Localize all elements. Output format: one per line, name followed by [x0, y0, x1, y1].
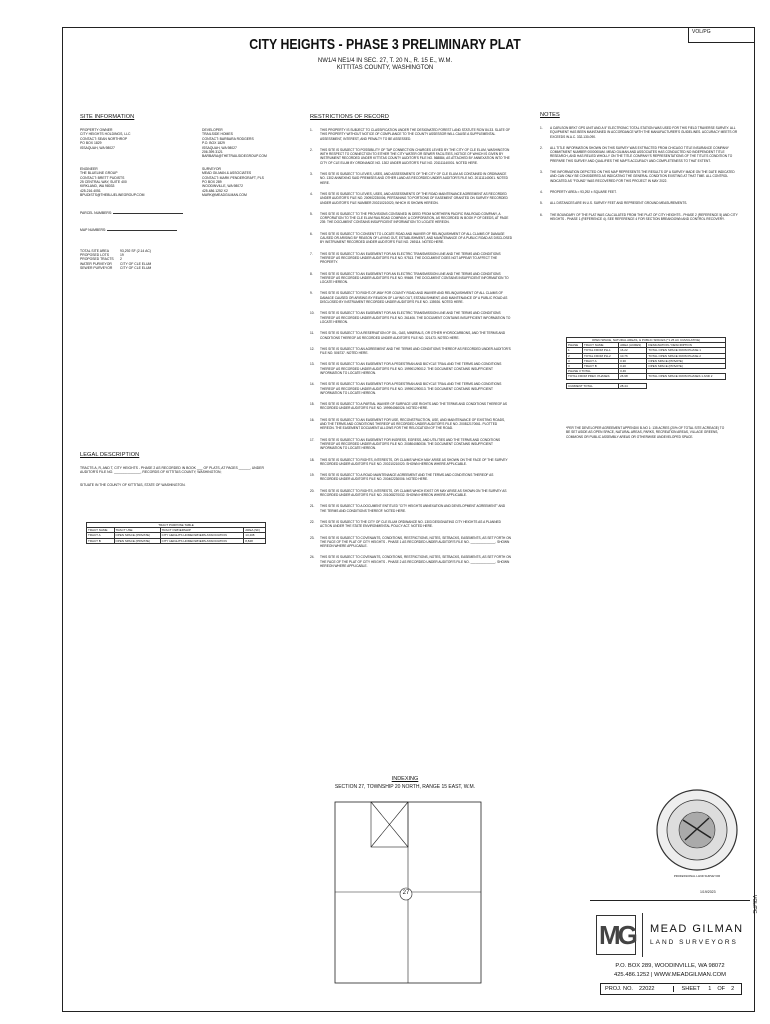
restriction-item: 1. THIS PROPERTY IS SUBJECT TO CLASSIFICATION UNDER THE DESIGNATED FOREST LAND STATUTE RCW 84.33. SLATE OF THIS PROPERTY WITHOUT NOTICE OF COMPLIANCE TO THE COUNTY ASSESSOR WILL CAUSE A SUPPLEMENTAL ASSESSMENT, INTEREST, AND PENALTY TO BE ASSESSED.: [310, 128, 511, 141]
table-cell: TOTAL OPEN SPACE FROM PHASE 2: [647, 353, 726, 358]
table-cell: PHASE 3 TOTAL: [567, 369, 619, 374]
proj-label: PROJ. NO.: [605, 986, 633, 992]
restriction-item: 15. THIS SITE IS SUBJECT TO A PARTIAL WAIVER OF SURFACE USE RIGHTS AND THE TERMS AND CONDITIONS THEREOF AS RECORDED UNDER AUDITOR'S FILE NO. 199904060026. NOTED HERE.: [310, 402, 508, 411]
restrictions-heading: RESTRICTIONS OF RECORD: [310, 114, 389, 120]
engineer-line: KIRKLAND, WA 98033: [80, 184, 115, 189]
note-item: 5. ALL DISTANCES ARE IN U.S. SURVEY FEET AND REPRESENT GROUND MEASUREMENTS.: [540, 201, 688, 206]
table-cell: TRACT B: [583, 364, 619, 369]
seal-date: 1/19/2023: [700, 890, 716, 894]
side-volpg-label: VOL/PG: [751, 895, 757, 914]
table-header: DESIGNATION / DESCRIPTION: [647, 343, 726, 348]
indexing-text: SECTION 27, TOWNSHIP 20 NORTH, RANGE 15 EAST, W.M.: [334, 784, 476, 790]
restriction-item: 22. THIS SITE IS SUBJECT TO THE CITY OF CLE ELUM ORDINANCE NO. 1303 DESIGNATING CITY HEIGHTS AS A PLANNED ACTION UNDER THE STATE ENVIRONMENTAL POLICY ACT. NOTED HERE.: [310, 519, 501, 529]
restriction-item: 11. THIS SITE IS SUBJECT TO A RESERVATION OF OIL, GAS, MINERALS, OR OTHER HYDROCARBONS, AND THE TERMS AND CONDITIONS THEREOF AS RECORDED UNDER AUDITOR'S FILE NO. 321473. NOTED HERE.: [310, 331, 506, 340]
table-header: AREA (ACRES): [619, 343, 647, 348]
engineer-line: THE BLUELINE GROUP: [80, 171, 118, 176]
restriction-item: 4. THIS SITE IS SUBJECT TO LEVIES, USES, AND ASSESSMENTS OF THE ROAD MAINTENANCE AGREEMENT AS RECORDED UNDER AUDITOR'S FILE NO. 200902230006, PERTAINING TO PORTIONS OF EASEMENT GRANTED ON SURVEY RECORDED UNDER AUDITOR'S FILE NUMBER 200210210020, WHICH IS SHOWN HEREON.: [310, 191, 508, 205]
indexing: [330, 776, 480, 790]
restriction-item: 10. THIS SITE IS SUBJECT TO AN EASEMENT FOR AN ELECTRIC TRANSMISSION LINE AND THE TERMS AND CONDITIONS THEREOF AS RECORDED UNDER AUDITOR'S FILE NO. 261406. THE DOCUMENT CONTAINS INSUFFICIENT INFORMATION TO LOCATE HEREON.: [310, 311, 511, 324]
stat-value: CITY OF CLE ELUM: [120, 261, 152, 266]
restriction-item: 19. THIS SITE IS SUBJECT TO A ROAD MAINTENANCE AGREEMENT AND THE TERMS AND CONDITIONS THEREOF AS RECORDED UNDER AUDITOR'S FILE NO. 200402230006. NOTED HERE.: [310, 473, 494, 482]
page-title: CITY HEIGHTS - PHASE 3 PRELIMINARY PLAT: [249, 36, 521, 53]
restriction-item: 9. THIS SITE IS SUBJECT TO RIGHT-OF-WAY FOR COUNTY ROAD AND WAIVER AND RELINQUISHMENT OF ALL CLAIMS OF DAMAGE CAUSED OR ARISING BY REASON OF LAYING OUT, ESTABLISHMENT, AND MAINTENANCE OF A PUBLIC ROAD AS DISCLOSED BY INSTRUMENT RECORDED UNDER AUDITOR'S FILE NO. 135926. NOTED HERE.: [310, 291, 508, 305]
project-box: [600, 983, 742, 995]
table-cell: OPEN SPACE (PRIVATE): [647, 364, 726, 369]
restriction-item: 14. THIS SITE IS SUBJECT TO AN EASEMENT FOR A PEDESTRIAN AND BICYCLE TRAIL AND THE TERMS AND CONDITIONS THEREOF AS RECORDED UNDER AUDITOR'S FILE NO. 199901290013. THE DOCUMENT CONTAINS INSUFFICIENT INFORMATION TO LOCATE HEREON.: [310, 382, 502, 395]
stat-label: PROPOSED LOTS: [80, 252, 110, 257]
table-cell: CITY HEIGHTS HOMEOWNERS ASSOCIATION: [160, 538, 244, 543]
table-cell: CURRENT TOTAL: [567, 383, 619, 388]
surveyor-line: 425.486.1252 X2: [202, 188, 228, 193]
tract-purpose-table: [86, 522, 266, 544]
restriction-item: 2. THIS SITE IS SUBJECT TO POSSIBILITY OF TAP CONNECTION CHARGES LEVIED BY THE CITY OF CLE ELUM, WASHINGTON WITH RESPECT TO CONNECTION TO EITHER THE CITY WATER OR SEWER FACILITIES, NOTICE OF WHICH IS GIVEN BY INSTRUMENT RECORDED UNDER KITTITAS COUNTY AUDITOR'S FILE NO. 568884, AS ATTACHED BY ANNEXATION INTO THE CITY OF CLE ELUM BY ORDINANCE NO. 1302 UNDER AUDITOR'S FILE NO. 201111140001. NOTED HERE.: [310, 147, 510, 165]
engineer-line: BPUDISTS@THEBLUELINEGROUP.COM: [80, 193, 145, 198]
table-cell: TRACT B: [87, 538, 115, 543]
table-cell: OPEN SPACE (PRIVATE): [114, 533, 160, 538]
stat-label: TOTAL SITE AREA: [80, 248, 109, 253]
restriction-item: 21. THIS SITE IS SUBJECT TO A DOCUMENT ENTITLED "CITY HEIGHTS ANNEXATION AND DEVELOPMENT AGREEMENT" AND THE TERMS AND CONDITIONS THEREOF. NOTED HERE.: [310, 504, 506, 513]
table-header: TRACT USE: [114, 528, 160, 533]
site-info: [80, 114, 295, 271]
stat-label: SEWER PURVEYOR: [80, 266, 113, 271]
restriction-item: 24. THIS SITE IS SUBJECT TO COVENANTS, CONDITIONS, RESTRICTIONS, NOTES, SETBACKS, EASEMENTS, AS SET FORTH ON THE FACE OF THE PLAT OF CITY HEIGHTS - PHASE 2 AS RECORDED UNDER AUDITOR'S FILE NO. ______________. SHOWN HEREON WHERE APPLICABLE.: [310, 555, 511, 568]
table-cell: 28.44: [619, 383, 647, 388]
firm-contact: 425.486.1252 | WWW.MEADGILMAN.COM: [613, 972, 726, 978]
notes-heading: NOTES: [540, 112, 560, 118]
restriction-item: 18. THIS SITE IS SUBJECT TO RIGHTS, INTERESTS, OR CLAIMS WHICH MAY ARISE AS SHOWN ON THE FACE OF THE SURVEY RECORDED UNDER AUDITOR'S FILE NO. 200210210020. SHOWN HEREON WHERE APPLICABLE.: [310, 457, 508, 466]
map-blank: [107, 227, 177, 231]
table-cell: OPEN SPACE (PRIVATE): [114, 538, 160, 543]
table-cell: TRACT A: [583, 358, 619, 363]
surveyor-line: PO BOX 289: [202, 180, 222, 185]
proj-number: 22022: [638, 986, 655, 992]
legal-description: [80, 452, 280, 487]
engineer-line: 25 CENTRAL WAY, SUITE 400: [80, 180, 127, 185]
owner-line: CONTACT: SEAN NORTHROP: [80, 136, 128, 141]
legal-text-1: TRACTS A, R, AND T, CITY HEIGHTS - PHASE 2 AS RECORDED IN BOOK ___ OF PLATS, AT PAGES ______, UNDER AUDITOR'S FILE NO. ______________, RECORDS OF KITTITAS COUNTY, WASHINGTON;: [80, 466, 264, 475]
map-label: MAP NUMBERS:: [80, 228, 107, 233]
stat-value: 2: [120, 257, 122, 262]
restriction-item: 6. THIS SITE IS SUBJECT TO CONSENT TO LOCATE ROAD AND WAIVER OF RELINQUISHMENT OF ALL CLAIMS OF DAMAGE CAUSED OR ARISING BY REASON OF LAYING OUT, ESTABLISHMENT, AND MAINTENANCE OF A PUBLIC ROAD AS DISCLOSED BY INSTRUMENT RECORDED UNDER AUDITOR'S FILE NO. 269114. NOTED HERE.: [310, 231, 512, 245]
restriction-item: 17. THIS SITE IS SUBJECT TO AN EASEMENT FOR INGRESS, EGRESS, AND UTILITIES AND THE TERMS AND CONDITIONS THEREOF AS RECORDED UNDER AUDITOR'S FILE NO. 200804080036. THE DOCUMENT CONTAINS INSUFFICIENT INFORMATION TO LOCATE HEREON.: [310, 437, 501, 451]
surveyor-line: CONTACT: MARK PENDERGRAFT, PLS: [202, 175, 264, 180]
table-header: AREA (SF): [244, 528, 266, 533]
owner-line: CITY HEIGHTS HOLDINGS, LLC: [80, 132, 131, 137]
table-header: TRACT NAME: [583, 343, 619, 348]
surveyor-line: MARK@MEADGILMAN.COM: [202, 193, 247, 198]
firm-name: MEAD GILMAN: [650, 923, 744, 935]
owner-label: PROPERTY OWNER: [80, 128, 113, 132]
developer-line: ISSAQUAH, WA 98027: [202, 145, 237, 150]
subtitle-section: NW1/4 NE1/4 IN SEC. 27, T. 20 N., R. 15 E., W.M.: [317, 58, 453, 64]
note-item: 2. ALL TITLE INFORMATION SHOWN ON THIS SURVEY WAS EXTRACTED FROM CHICAGO TITLE INSURANCE COMPANY COMMITMENT NUMBER 0000000AM. MEAD GILMAN AND ASSOCIATES HAS CONDUCTED NO INDEPENDENT TITLE RESEARCH, AND HAS RELIED WHOLLY ON THE TITLE COMPANY'S REPRESENTATIONS OF THE TITLE'S CONDITION TO PREPARE THIS SURVEY AND QUALIFIES THE MAP'S ACCURACY AND COMPLETENESS TO THAT EXTENT.: [540, 145, 733, 163]
table-row: [567, 383, 726, 388]
engineer-line: 425.216.4051: [80, 188, 101, 193]
table-cell: TOTAL FROM PREV. PHASES: [567, 374, 619, 379]
stat-label: WATER PURVEYOR: [80, 261, 112, 266]
surveyor-label: SURVEYOR: [202, 166, 221, 171]
table-cell: TOTAL OPEN SPACE FROM PHASE 1: [647, 348, 726, 353]
indexing-heading: INDEXING: [391, 776, 419, 782]
seal-text: PROFESSIONAL LAND SURVEYOR: [673, 874, 721, 878]
notes: [540, 112, 740, 228]
sheet-number: 1: [708, 986, 712, 992]
restriction-item: 5. THIS SITE IS SUBJECT TO THE PROVISIONS CONTAINED IN DEED FROM NORTHERN PACIFIC RAILROAD COMPANY, A CORPORATION TO THE CLE ELUM RAILROAD COMPANY, A CORPORATION, AS RECORDED IN BOOK P OF DEEDS, AT PAGE 239. THE DOCUMENT CONTAINS INSUFFICIENT INFORMATION TO LOCATE HEREON.: [310, 211, 509, 225]
note-item: 1. A CARLSON BRX7 GPS UNIT AND A 5" ELECTRONIC TOTAL STATION WAS USED FOR THIS FIELD TRAVERSE SURVEY. ALL EQUIPMENT HAS BEEN MAINTAINED IN ACCORDANCE WITH THE MANUFACTURER'S GUIDELINES. ACCURACY MEETS OR EXCEEDS W.A.C. 332-130-090.: [540, 126, 738, 139]
table-cell: 16.22: [619, 348, 647, 353]
parcel-blank: [113, 210, 183, 214]
table-cell: 8,848: [244, 538, 266, 543]
table-cell: 3: [567, 358, 583, 363]
subtitle-county: KITTITAS COUNTY, WASHINGTON: [336, 65, 434, 71]
firm-block: [590, 900, 750, 1013]
logo-text: MG: [599, 920, 635, 950]
table-cell: 13,408: [244, 533, 266, 538]
developer-label: DEVELOPER: [202, 128, 223, 132]
company-logo: [596, 915, 636, 955]
section-number: 27: [402, 890, 410, 896]
table-cell: 1: [567, 348, 583, 353]
restriction-item: 12. THIS SITE IS SUBJECT TO AN AGREEMENT AND THE TERMS AND CONDITIONS THEREOF AS RECORDED UNDER AUDITOR'S FILE NO. 506737. NOTED HERE.: [310, 346, 511, 356]
table-header: TRACT OWNERSHIP: [160, 528, 244, 533]
table-cell: TOTAL FROM PH-2: [583, 353, 619, 358]
firm-divider: [642, 913, 643, 957]
restriction-item: 3. THIS SITE IS SUBJECT TO LEVIES, USES, AND ASSESSMENTS OF THE CITY OF CLE ELUM AS CONTAINED IN ORDINANCE NO. 1302 ANNEXING SAID PREMISES AND OTHER LAND AS RECORDED UNDER AUDITOR'S FILE NO. 201111140001. NOTED HERE.: [310, 172, 508, 185]
open-space-caption: OPEN SPACE, NATURAL AREAS, & PUBLIC SPACES (*1.25 AC CUMULATIVE): [567, 338, 726, 343]
table-cell: OPEN SPACE (PRIVATE): [647, 358, 726, 363]
table-cell: CITY HEIGHTS HOMEOWNERS ASSOCIATION: [160, 533, 244, 538]
volpg-label: VOL/PG: [692, 29, 711, 35]
surveyor-line: MEAD GILMAN & ASSOCIATES: [202, 171, 252, 176]
open-space-footnote: *PER THE DEVELOPER AGREEMENT APPENDIX B-NO 1: 135 ACRES (20% OF TOTAL SITE ACREAGE) TO BE SET ASIDE AS OPEN SPACE, NATURAL AREAS, PARKS, RECREATION AREAS, VILLAGE GREENS, COMMONS OR PUBLIC ASSEMBLY AREAS OR OTHERWISE UNDEVELOPED SPACE.: [566, 426, 725, 439]
table-header: PHASE: [567, 343, 583, 348]
restrictions: [310, 114, 512, 575]
table-cell: 0.46: [619, 369, 647, 374]
firm-address: P.O. BOX 289, WOODINVILLE, WA 98072: [615, 963, 725, 969]
restriction-item: 23. THIS SITE IS SUBJECT TO COVENANTS, CONDITIONS, RESTRICTIONS, NOTES, SETBACKS, EASEMENTS, AS SET FORTH ON THE FACE OF THE PLAT OF CITY HEIGHTS - PHASE 1 AS RECORDED UNDER AUDITOR'S FILE NO. ______________. SHOWN HEREON WHERE APPLICABLE.: [310, 535, 511, 549]
owner-line: PO BOX 1829: [80, 141, 102, 146]
sheet-total: 2: [731, 986, 735, 992]
table-cell: 0.30: [619, 358, 647, 363]
note-item: 3. THE INFORMATION DEPICTED ON THIS MAP REPRESENTS THE RESULTS OF A SURVEY MADE ON THE DATE INDICATED AND CAN ONLY BE CONSIDERED AS INDICATING THE GENERAL CONDITION EXISTING AT THAT TIME. ALL CONTROL INDICATED AS "FOUND" WAS RECOVERED FOR THIS PROJECT IN MAY 2022.: [540, 170, 735, 183]
firm-sub: LAND SURVEYORS: [650, 939, 738, 946]
tract-table-caption: TRACT PURPOSE TABLE: [87, 523, 266, 528]
table-cell: TRACT A: [87, 533, 115, 538]
table-row: [87, 538, 266, 543]
table-cell: 0.20: [619, 364, 647, 369]
note-item: 4. PROPERTY AREA = 93,292 ± SQUARE FEET.: [540, 189, 617, 194]
stat-value: CITY OF CLE ELUM: [120, 266, 152, 271]
sheet-label: SHEET: [673, 986, 701, 992]
table-cell: 10.76: [619, 353, 647, 358]
title-block: [200, 36, 570, 71]
table-cell: TOTAL FROM PH-1: [583, 348, 619, 353]
stat-label: PROPOSED TRACTS: [80, 257, 114, 262]
open-space-table: [566, 337, 726, 389]
site-info-heading: SITE INFORMATION: [80, 114, 135, 120]
side-volpg: [749, 895, 759, 935]
restriction-item: 20. THIS SITE IS SUBJECT TO RIGHTS, INTERESTS, OR CLAIMS WHICH EXIST OR MAY ARISE AS SHOWN ON THE SURVEY AS RECORDED UNDER AUDITOR'S FILE NO. 201008270032. SHOWN HEREON WHERE APPLICABLE.: [310, 488, 507, 498]
engineer-line: CONTACT: BRETT PUDISTS: [80, 175, 125, 180]
restriction-item: 16. THIS SITE IS SUBJECT TO AN EASEMENT FOR USE, RECONSTRUCTION, USE, AND MAINTENANCE OF EXISTING ROADS, AND THE TERMS AND CONDITIONS THEREOF AS RECORDED UNDER AUDITOR'S FILE NO. 200812170061. PLOTTED HEREON. THE EASEMENT DOCUMENT ALLOWS FOR THE RELOCATION OF THE ROAD.: [310, 417, 506, 431]
developer-line: TRAILSIDE HOMES: [202, 132, 233, 137]
volpg-box: [688, 27, 755, 43]
developer-line: BARBARA@THETRAILSIDEGROUP.COM: [202, 154, 267, 159]
note-item: 6. THE BOUNDARY OF THE PLAT WAS CALCULATED FROM THE PLAT OF CITY HEIGHTS - PHASE 2 (REFERENCE 5) AND CITY HEIGHTS - PHASE 1 (REFERENCE 4). SEE REFERENCE 4 FOR SECTION BREAKDOWN AND CONTROL RECOVERY.: [540, 212, 738, 221]
table-cell: 2: [567, 353, 583, 358]
developer-line: 206.399.3121: [202, 150, 223, 155]
table-header: TRACT NAME: [87, 528, 115, 533]
table-cell: 26.98: [619, 374, 647, 379]
parcel-label: PARCEL NUMBERS:: [80, 210, 113, 215]
of-label: OF: [717, 986, 726, 992]
surveyor-seal: [655, 788, 739, 872]
table-cell: 3: [567, 364, 583, 369]
owner-line: ISSAQUAH, WA 98027: [80, 145, 115, 150]
table-cell: TOTAL OPEN SPACE FROM PHASES 1 AND 2: [647, 374, 726, 379]
stat-value: 93,292 SF (2.14 AC): [120, 248, 151, 253]
restriction-item: 7. THIS SITE IS SUBJECT TO AN EASEMENT FOR AN ELECTRIC TRANSMISSION LINE AND THE TERMS AND CONDITIONS THEREOF AS RECORDED UNDER AUDITOR'S FILE NO. 97513. THE DOCUMENT DOES NOT APPEAR TO AFFECT THE PROPERTY.: [310, 251, 501, 265]
restriction-item: 13. THIS SITE IS SUBJECT TO AN EASEMENT FOR A PEDESTRIAN AND BICYCLE TRAIL AND THE TERMS AND CONDITIONS THEREOF AS RECORDED UNDER AUDITOR'S FILE NO. 199901290012. THE DOCUMENT CONTAINS INSUFFICIENT INFORMATION TO LOCATE HEREON.: [310, 362, 502, 375]
developer-line: CONTACT: BARBARA RODGERS: [202, 136, 254, 141]
engineer-label: ENGINEER: [80, 166, 98, 171]
legal-text-2: SITUATE IN THE COUNTY OF KITTITAS, STATE OF WASHINGTON.: [80, 482, 186, 487]
stat-value: 19: [120, 252, 124, 257]
surveyor-line: WOODINVILLE, WA 98072: [202, 184, 243, 189]
legal-heading: LEGAL DESCRIPTION: [80, 452, 140, 458]
restriction-item: 8. THIS SITE IS SUBJECT TO AN EASEMENT FOR AN ELECTRIC TRANSMISSION LINE AND THE TERMS AND CONDITIONS THEREOF AS RECORDED UNDER AUDITOR'S FILE NO. 99669. THE DOCUMENT CONTAINS INSUFFICIENT INFORMATION TO LOCATE HEREON.: [310, 271, 509, 285]
developer-line: P.O. BOX 1829: [202, 141, 225, 146]
